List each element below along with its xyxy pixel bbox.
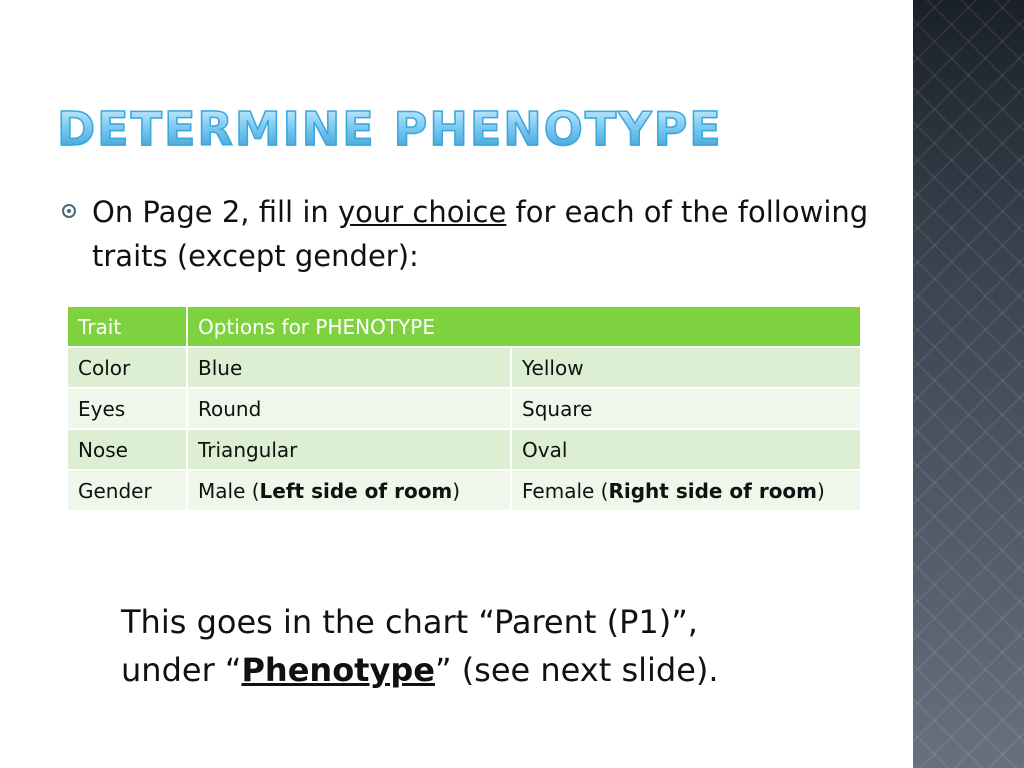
table-row bbox=[68, 347, 861, 388]
option-text: Female ( bbox=[522, 478, 609, 503]
bullet-point bbox=[62, 190, 892, 278]
option-cell: Yellow bbox=[511, 347, 861, 388]
header-options: Options for PHENOTYPE bbox=[187, 307, 861, 347]
option-cell: Triangular bbox=[187, 429, 511, 470]
decorative-side-panel bbox=[913, 0, 1024, 768]
note-line-1: This goes in the chart “Parent (P1)”, bbox=[121, 603, 698, 641]
header-trait: Trait bbox=[68, 307, 187, 347]
bullet-circle-icon bbox=[62, 204, 76, 218]
note-bold-text: Phenotype bbox=[241, 651, 435, 689]
note-text-end: ” (see next slide). bbox=[434, 651, 719, 689]
trait-cell: Gender bbox=[68, 470, 187, 511]
bullet-text-start: On Page 2, fill in bbox=[92, 195, 338, 229]
option-text: ) bbox=[452, 478, 461, 503]
table-row bbox=[68, 429, 861, 470]
phenotype-table bbox=[68, 307, 862, 512]
option-text: ) bbox=[817, 478, 825, 503]
option-cell: Blue bbox=[187, 347, 511, 388]
trait-cell: Eyes bbox=[68, 388, 187, 429]
table-row bbox=[68, 388, 861, 429]
trait-cell: Nose bbox=[68, 429, 187, 470]
bullet-text-underlined: your choice bbox=[338, 195, 507, 229]
slide-title: DETERMINE PHENOTYPE bbox=[57, 102, 723, 156]
option-cell: Square bbox=[511, 388, 861, 429]
note-text-start: under “ bbox=[121, 651, 242, 689]
option-text: Male ( bbox=[198, 478, 260, 503]
option-bold-text: Left side of room bbox=[259, 478, 453, 503]
trait-cell: Color bbox=[68, 347, 187, 388]
note-line-2 bbox=[121, 646, 901, 694]
table-header-row bbox=[68, 307, 861, 347]
note-text bbox=[121, 598, 901, 694]
table-row bbox=[68, 470, 861, 511]
bullet-text-end: for each of the following traits (except gender): bbox=[92, 195, 869, 273]
option-bold-text: Right side of room bbox=[608, 478, 818, 503]
option-cell: Oval bbox=[511, 429, 861, 470]
option-cell: Round bbox=[187, 388, 511, 429]
option-cell bbox=[187, 470, 511, 511]
option-cell bbox=[511, 470, 861, 511]
